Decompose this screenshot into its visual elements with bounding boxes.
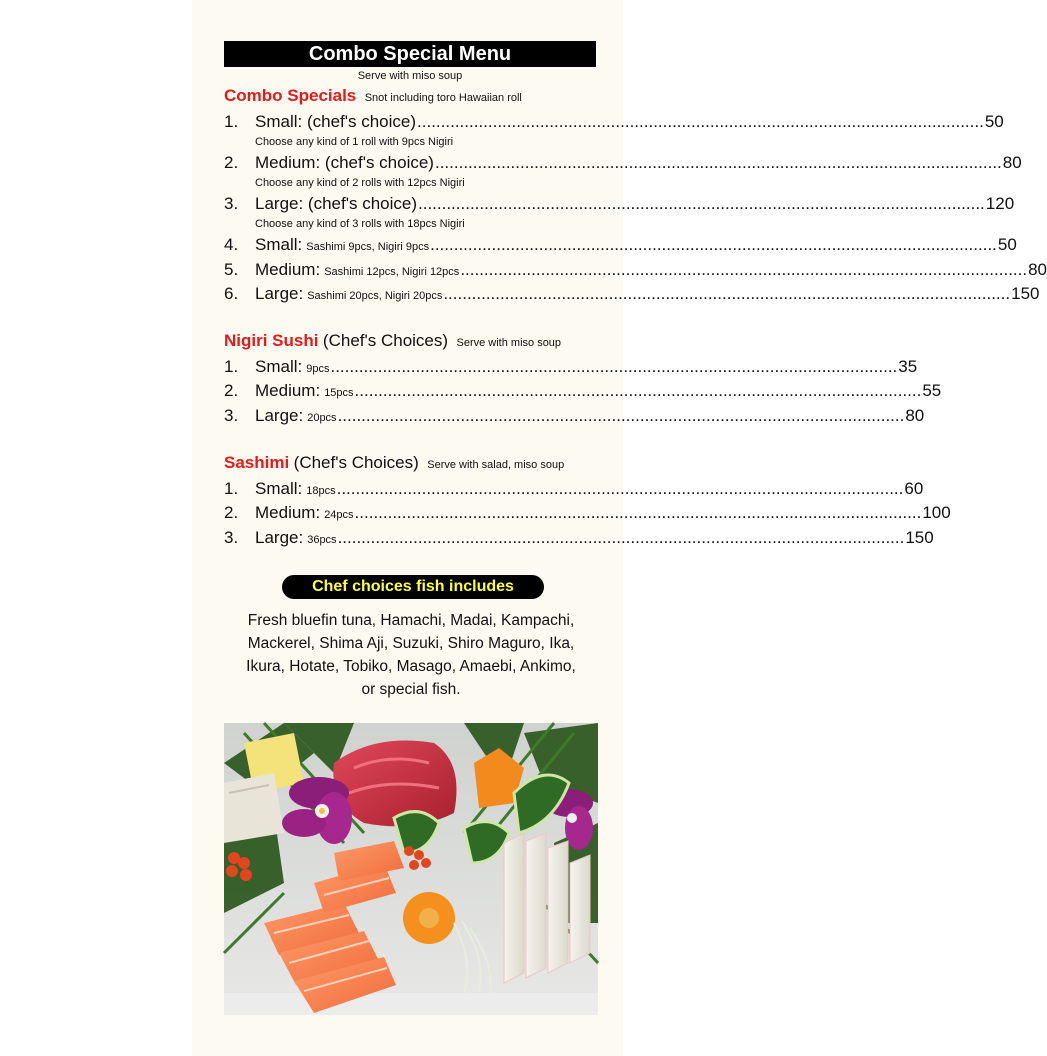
item-name: Large: bbox=[255, 528, 304, 547]
item-number: 5. bbox=[224, 260, 239, 279]
item-detail: Sashimi 20pcs, Nigiri 20pcs bbox=[307, 290, 443, 302]
item-number: 2. bbox=[224, 153, 239, 172]
item-number: 2. bbox=[224, 503, 239, 522]
item-detail: 24pcs bbox=[324, 509, 354, 521]
menu-page bbox=[192, 0, 1047, 1056]
sashimi-section-title bbox=[224, 453, 564, 473]
item-name: Medium: bbox=[255, 381, 321, 400]
item-detail: 15pcs bbox=[324, 387, 354, 399]
nigiri-item-2 bbox=[224, 380, 942, 402]
item-name: Small: bbox=[255, 235, 303, 254]
dot-leader: ........................................................................................................................ bbox=[430, 235, 997, 254]
fish-list-line: or special fish. bbox=[361, 681, 461, 698]
item-price: 80 bbox=[905, 406, 925, 425]
item-name: Medium: (chef's choice) bbox=[255, 153, 434, 172]
combo-item-1-description: Choose any kind of 1 roll with 9pcs Nigiri bbox=[255, 136, 454, 148]
item-detail: 9pcs bbox=[306, 363, 330, 375]
dot-leader: ........................................................................................................................ bbox=[337, 406, 905, 425]
sashimi-platter-image bbox=[224, 723, 598, 1015]
carrot-flower-icon bbox=[403, 892, 455, 944]
item-price: 150 bbox=[1011, 284, 1040, 303]
sashimi-platter-photo bbox=[224, 723, 598, 1015]
item-number: 1. bbox=[224, 479, 239, 498]
combo-item-4 bbox=[224, 234, 1017, 256]
item-price: 150 bbox=[905, 528, 934, 547]
item-price: 80 bbox=[1028, 260, 1047, 279]
item-price: 60 bbox=[904, 479, 924, 498]
dot-leader: ........................................................................................................................ bbox=[336, 479, 904, 498]
fish-list bbox=[224, 609, 598, 701]
dot-leader: ........................................................................................................................ bbox=[354, 503, 922, 522]
item-name: Small: bbox=[255, 479, 303, 498]
combo-item-2 bbox=[224, 152, 1022, 174]
item-price: 120 bbox=[985, 194, 1015, 213]
sashimi-item-1 bbox=[224, 478, 924, 500]
item-detail: 36pcs bbox=[307, 534, 337, 546]
dot-leader: ........................................................................................................................ bbox=[330, 357, 898, 376]
nigiri-item-1 bbox=[224, 356, 918, 378]
item-price: 55 bbox=[922, 381, 942, 400]
dot-leader: ........................................................................................................................ bbox=[443, 284, 1011, 303]
item-number: 1. bbox=[224, 357, 239, 376]
fish-includes-heading: Chef choices fish includes bbox=[282, 575, 544, 599]
combo-section-title bbox=[224, 86, 522, 106]
sashimi-subtitle: (Chef's Choices) bbox=[293, 453, 419, 472]
dot-leader: ........................................................................................................................ bbox=[337, 528, 905, 547]
combo-item-5 bbox=[224, 259, 1047, 281]
item-number: 3. bbox=[224, 194, 239, 213]
combo-title: Combo Specials bbox=[224, 86, 357, 105]
item-detail: Sashimi 9pcs, Nigiri 9pcs bbox=[306, 241, 430, 253]
sashimi-item-3 bbox=[224, 527, 934, 549]
dot-leader: ........................................................................................................................ bbox=[417, 112, 984, 131]
item-number: 6. bbox=[224, 284, 239, 303]
fish-list-line: Fresh bluefin tuna, Hamachi, Madai, Kampachi, bbox=[247, 612, 575, 629]
combo-item-2-description: Choose any kind of 2 rolls with 12pcs Nigiri bbox=[255, 177, 465, 189]
item-number: 3. bbox=[224, 528, 239, 547]
nigiri-item-3 bbox=[224, 405, 925, 427]
item-name: Large: bbox=[255, 284, 304, 303]
item-price: 100 bbox=[922, 503, 951, 522]
fish-list-line: Ikura, Hotate, Tobiko, Masago, Amaebi, Ankimo, bbox=[246, 658, 576, 675]
combo-item-6 bbox=[224, 283, 1040, 305]
item-name: Medium: bbox=[255, 503, 321, 522]
combo-note: Snot including toro Hawaiian roll bbox=[364, 92, 522, 104]
sashimi-note: Serve with salad, miso soup bbox=[427, 459, 565, 471]
item-detail: Sashimi 12pcs, Nigiri 12pcs bbox=[324, 266, 460, 278]
nigiri-section-title bbox=[224, 331, 561, 351]
page-subtitle: Serve with miso soup bbox=[357, 70, 463, 82]
item-number: 3. bbox=[224, 406, 239, 425]
fish-list-line: Mackerel, Shima Aji, Suzuki, Shiro Maguro, Ika, bbox=[247, 635, 575, 652]
combo-item-3-description: Choose any kind of 3 rolls with 18pcs Nigiri bbox=[255, 218, 465, 230]
dot-leader: ........................................................................................................................ bbox=[418, 194, 985, 213]
combo-item-3 bbox=[224, 193, 1015, 215]
item-price: 50 bbox=[997, 235, 1017, 254]
item-detail: 18pcs bbox=[306, 485, 336, 497]
sashimi-title: Sashimi bbox=[224, 453, 290, 472]
item-name: Small: bbox=[255, 357, 303, 376]
item-number: 1. bbox=[224, 112, 239, 131]
combo-item-1 bbox=[224, 111, 1004, 133]
item-price: 50 bbox=[984, 112, 1004, 131]
item-name: Small: (chef's choice) bbox=[255, 112, 417, 131]
dot-leader: ........................................................................................................................ bbox=[434, 153, 1002, 172]
item-name: Large: bbox=[255, 406, 304, 425]
item-name: Large: (chef's choice) bbox=[255, 194, 417, 213]
dot-leader: ........................................................................................................................ bbox=[354, 381, 922, 400]
item-number: 4. bbox=[224, 235, 239, 254]
nigiri-subtitle: (Chef's Choices) bbox=[322, 331, 449, 350]
nigiri-note: Serve with miso soup bbox=[456, 337, 562, 349]
item-price: 35 bbox=[898, 357, 918, 376]
item-number: 2. bbox=[224, 381, 239, 400]
page-title: Combo Special Menu bbox=[224, 41, 596, 67]
item-price: 80 bbox=[1002, 153, 1022, 172]
dot-leader: ........................................................................................................................ bbox=[460, 260, 1028, 279]
item-detail: 20pcs bbox=[307, 412, 337, 424]
item-name: Medium: bbox=[255, 260, 321, 279]
nigiri-title: Nigiri Sushi bbox=[224, 331, 319, 350]
sashimi-item-2 bbox=[224, 502, 951, 524]
